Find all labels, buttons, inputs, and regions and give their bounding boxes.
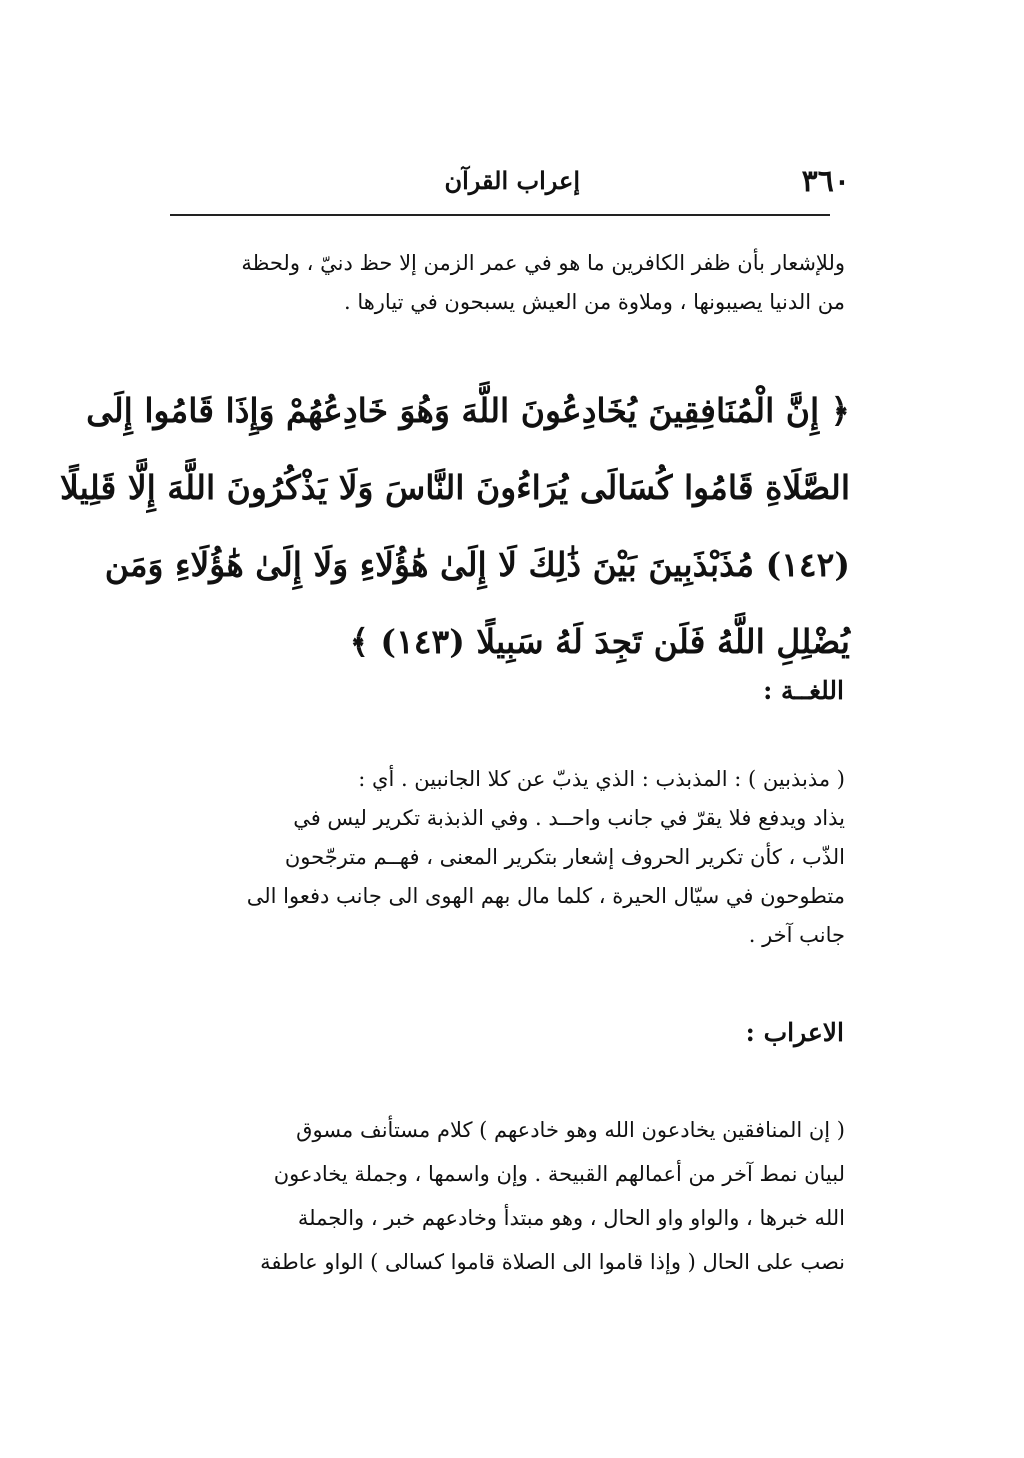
- verse-line: (١٤٢) مُذَبْذَبِينَ بَيْنَ ذَٰلِكَ لَا إِلَىٰ هَٰؤُلَاءِ وَلَا إِلَىٰ هَٰؤُلَاءِ وَمَن: [104, 545, 850, 584]
- lugha-paragraph: [160, 760, 845, 955]
- lugha-line: متطوحون في سيّال الحيرة ، كلما مال بهم الهوى الى جانب دفعوا الى: [246, 884, 845, 908]
- irab-line: ( إن المنافقين يخادعون الله وهو خادعهم ) كلام مستأنف مسوق: [296, 1118, 845, 1142]
- running-title: إعراب القرآن: [444, 166, 580, 195]
- verse-line: ﴿ إِنَّ الْمُنَافِقِينَ يُخَادِعُونَ اللَّهَ وَهُوَ خَادِعُهُمْ وَإِذَا قَامُوا إِلَى: [86, 391, 850, 430]
- page-header: [160, 164, 850, 204]
- lugha-heading: اللغــة :: [763, 676, 844, 705]
- lugha-line: الذّب ، كأن تكرير الحروف إشعار بتكرير المعنى ، فهــم مترجّحون: [284, 845, 845, 869]
- lugha-line: جانب آخر .: [748, 923, 845, 947]
- irab-line: نصب على الحال ( وإذا قاموا الى الصلاة قاموا كسالى ) الواو عاطفة: [260, 1250, 845, 1274]
- intro-paragraph: [160, 244, 845, 322]
- verse-line: يُضْلِلِ اللَّهُ فَلَن تَجِدَ لَهُ سَبِيلًا (١٤٣) ﴾: [349, 622, 850, 661]
- irab-paragraph: [160, 1108, 845, 1284]
- quran-verse-block: [59, 372, 850, 680]
- lugha-line: ( مذبذبين ) : المذبذب : الذي يذبّ عن كلا الجانبين . أي :: [358, 767, 845, 791]
- lugha-line: يذاد ويدفع فلا يقرّ في جانب واحــد . وفي الذبذبة تكرير ليس في: [293, 806, 845, 830]
- verse-line: الصَّلَاةِ قَامُوا كُسَالَى يُرَاءُونَ النَّاسَ وَلَا يَذْكُرُونَ اللَّهَ إِلَّا قَلِيلًا: [59, 468, 850, 507]
- irab-heading: الاعراب :: [745, 1018, 844, 1047]
- irab-line: الله خبرها ، والواو واو الحال ، وهو مبتدأ وخادعهم خبر ، والجملة: [297, 1206, 845, 1230]
- irab-line: لبيان نمط آخر من أعمالهم القبيحة . وإن واسمها ، وجملة يخادعون: [273, 1162, 845, 1186]
- header-rule: [170, 214, 830, 216]
- intro-line: من الدنيا يصيبونها ، وملاوة من العيش يسبحون في تيارها .: [343, 290, 845, 314]
- intro-line: وللإشعار بأن ظفر الكافرين ما هو في عمر الزمن إلا حظ دنيّ ، ولحظة: [241, 251, 845, 275]
- page-number: ٣٦٠: [801, 164, 850, 199]
